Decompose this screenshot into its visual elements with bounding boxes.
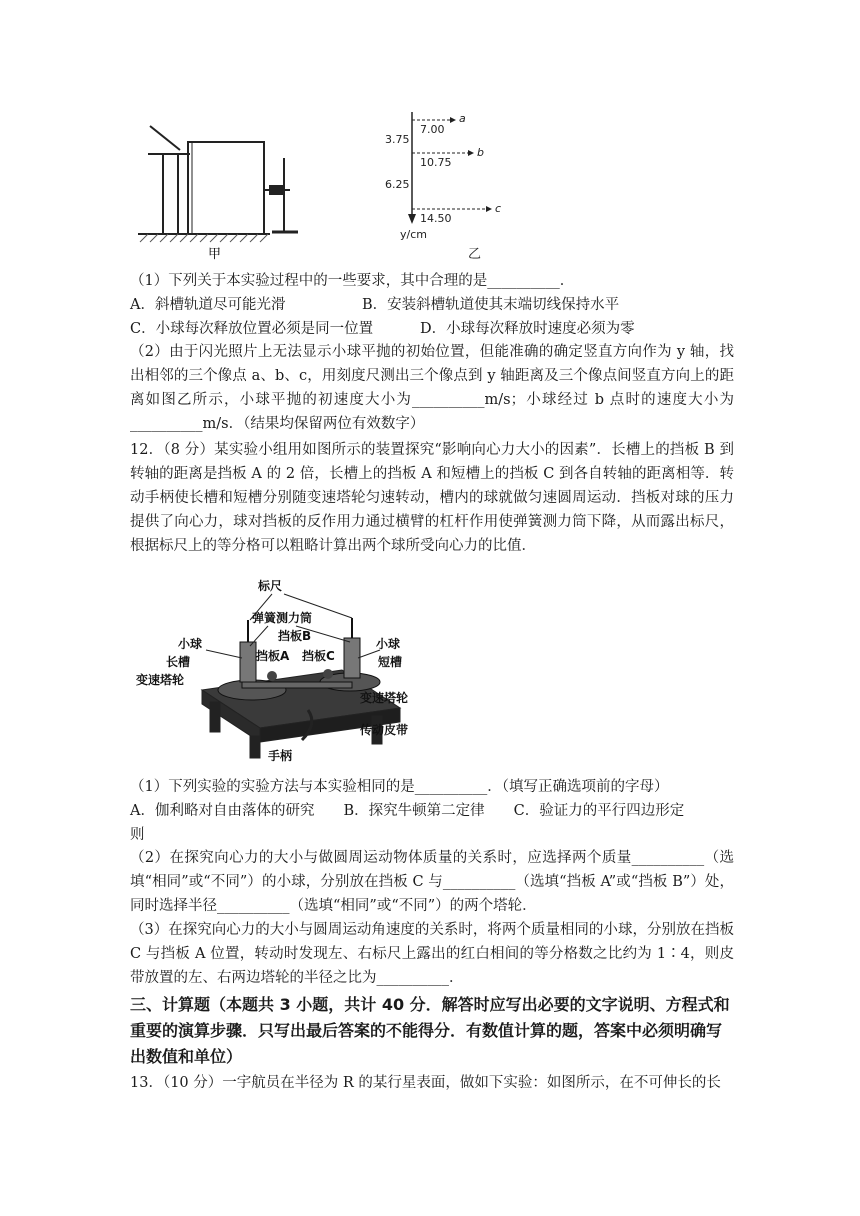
label-pulley-left: 变速塔轮 xyxy=(136,673,185,687)
q11-option-b: B．安装斜槽轨道使其末端切线保持水平 xyxy=(362,297,620,313)
axis-label: y/cm xyxy=(400,228,427,241)
label-pulley-right: 变速塔轮 xyxy=(360,691,409,705)
label-baffle-b: 挡板B xyxy=(278,629,312,643)
q13-intro: 13．（10 分）一宇航员在半径为 R 的某行星表面，做如下实验：如图所示，在不可伸长的长 xyxy=(130,1075,721,1091)
figure-jia xyxy=(130,120,320,260)
label-baffle-a: 挡板A xyxy=(256,649,290,663)
point-c-name: c xyxy=(495,202,502,215)
label-belt: 传动皮带 xyxy=(360,723,409,737)
label-baffle-c: 挡板C xyxy=(302,649,335,663)
q12-part2: （2）在探究向心力的大小与做圆周运动物体质量的关系时，应选择两个质量__________（选填“相同”或“不同”）的小球，分别放在挡板 C 与__________（选填“挡板 A”或“挡板 B”）处，同时选择半径__________（选填“相同”或“不同”）的两个塔轮． xyxy=(130,850,734,914)
q12-part1-options-cont: 则 xyxy=(130,827,145,843)
label-ball-left: 小球 xyxy=(178,637,203,651)
q11-part1: （1）下列关于本实验过程中的一些要求，其中合理的是__________． xyxy=(130,273,575,289)
label-3-75: 3.75 xyxy=(385,133,410,146)
q12-part1-options: A．伽利略对自由落体的研究 B．探究牛顿第二定律 C．验证力的平行四边形定 xyxy=(130,803,685,819)
label-short-groove: 短槽 xyxy=(378,655,403,669)
section3-heading: 三、计算题（本题共 3 小题，共计 40 分．解答时应写出必要的文字说明、方程式和重要的演算步骤．只写出最后答案的不能得分．有数值计算的题，答案中必须明确写出数值和单位） xyxy=(130,995,730,1066)
point-b-name: b xyxy=(477,146,484,159)
point-a-value: 7.00 xyxy=(420,123,445,136)
point-b-value: 10.75 xyxy=(420,156,452,169)
q11-option-a: A．斜槽轨道尽可能光滑 xyxy=(130,297,286,313)
q11-part2: （2）由于闪光照片上无法显示小球平抛的初始位置，但能准确的确定竖直方向作为 y 轴，找出相邻的三个像点 a、b、c，用刻度尺测出三个像点到 y 轴距离及三个像点间竖直方向上的距离如图乙所示，小球平抛的初速度大小为__________m/s；小球经过 b 点时的速度大小为__________m/s．（结果均保留两位有效数字） xyxy=(130,344,734,432)
label-ruler: 标尺 xyxy=(258,579,283,593)
q12-intro: 12．（8 分）某实验小组用如图所示的装置探究“影响向心力大小的因素”．长槽上的挡板 B 到转轴的距离是挡板 A 的 2 倍，长槽上的挡板 A 和短槽上的挡板 C 到各自转轴的距离相等．转动手柄使长槽和短槽分别随变速塔轮匀速转动，槽内的球就做匀速圆周运动．挡板对球的压力提供了向心力，球对挡板的反作用力通过横臂的杠杆作用使弹簧测力筒下降，从而露出标尺，根据标尺上的等分格可以粗略计算出两个球所受向心力的比值． xyxy=(130,442,734,554)
point-c-value: 14.50 xyxy=(420,212,452,225)
figure-yi xyxy=(380,108,530,262)
figure-yi-caption: 乙 xyxy=(468,247,482,262)
q12-part1: （1）下列实验的实验方法与本实验相同的是__________．（填写正确选项前的字母） xyxy=(130,779,669,795)
label-handle: 手柄 xyxy=(268,749,293,763)
q11-option-c: C．小球每次释放位置必须是同一位置 xyxy=(130,321,374,337)
q11-option-d: D．小球每次释放时速度必须为零 xyxy=(420,321,635,337)
label-long-groove: 长槽 xyxy=(166,655,191,669)
figure-jia-caption: 甲 xyxy=(208,247,222,260)
point-a-name: a xyxy=(459,112,466,125)
figure-centripetal-apparatus xyxy=(132,570,422,765)
q12-part3: （3）在探究向心力的大小与圆周运动角速度的关系时，将两个质量相同的小球，分别放在挡板 C 与挡板 A 位置，转动时发现左、右标尺上露出的红白相间的等分格数之比约为 1∶4，则皮带放置的左、右两边塔轮的半径之比为__________． xyxy=(130,922,734,986)
label-6-25: 6.25 xyxy=(385,178,410,191)
label-ball-right: 小球 xyxy=(376,637,401,651)
label-spring: 弹簧测力筒 xyxy=(252,611,313,625)
